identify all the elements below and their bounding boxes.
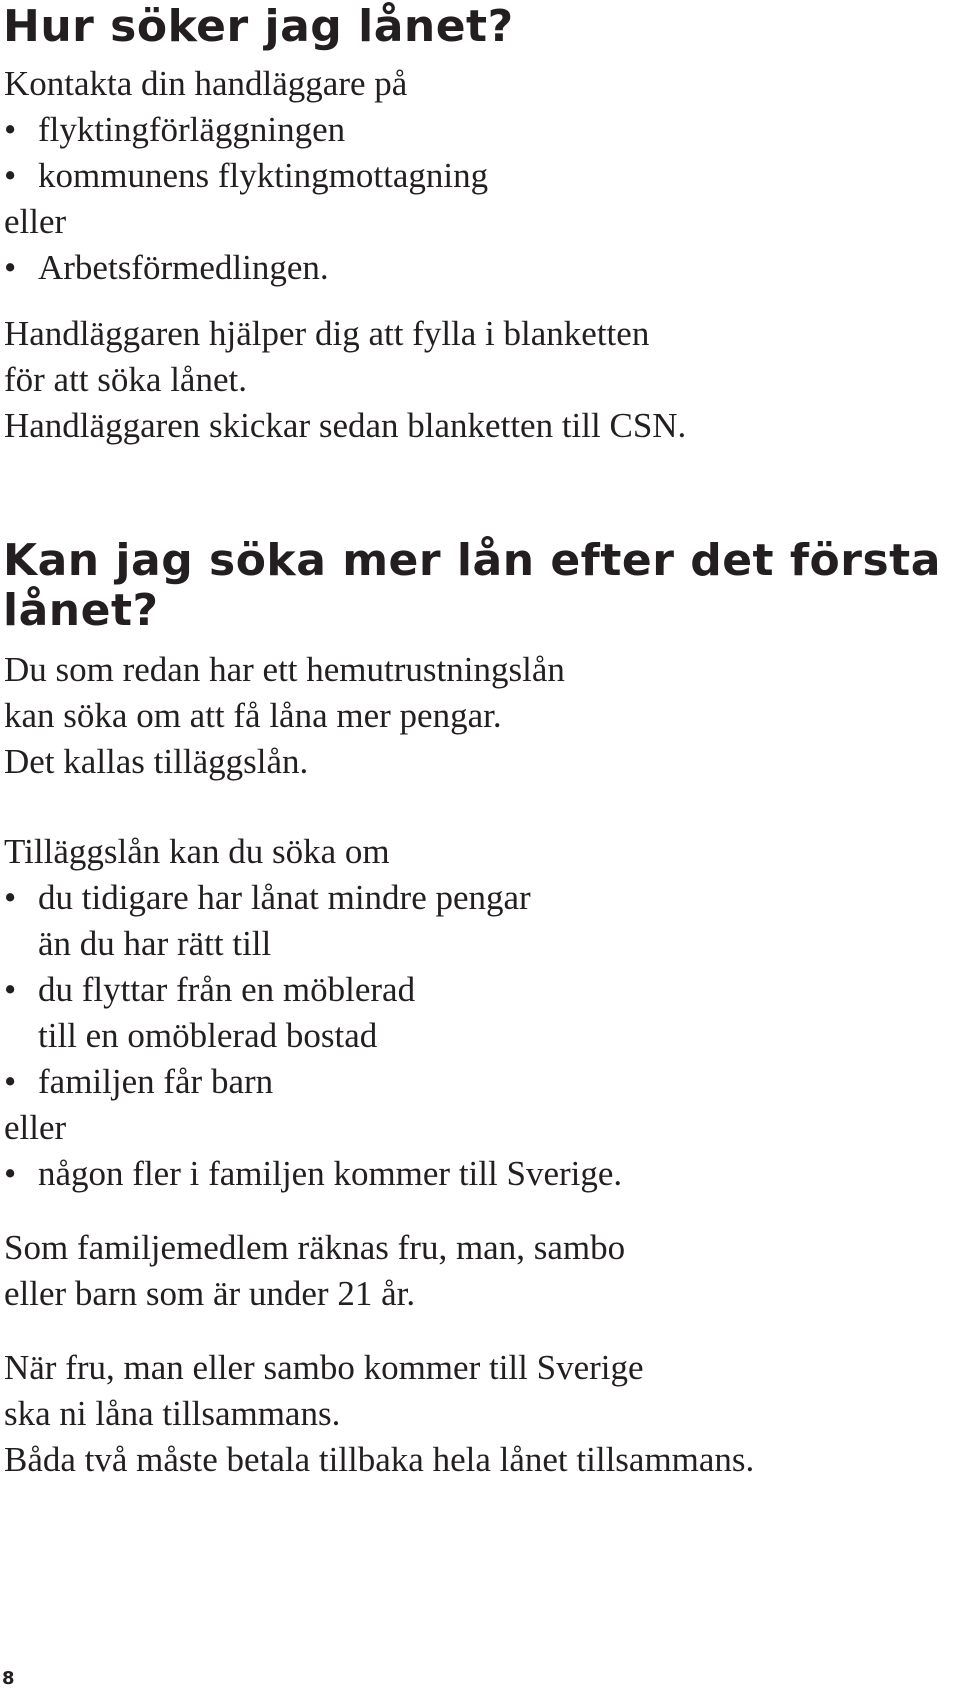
list-item-text: Arbetsförmedlingen. bbox=[38, 248, 329, 287]
list-item bbox=[4, 878, 531, 918]
paragraph-line: ska ni låna tillsammans. bbox=[4, 1394, 341, 1433]
bullet-icon: • bbox=[4, 878, 17, 917]
intro-text: Kontakta din handläggare på bbox=[4, 64, 408, 103]
list-item-text: kommunens flyktingmottagning bbox=[38, 156, 489, 195]
section-heading-more-loan: Kan jag söka mer lån efter det första bbox=[3, 535, 941, 586]
paragraph-line: När fru, man eller sambo kommer till Sverige bbox=[4, 1348, 644, 1387]
list-item-text: du flyttar från en möblerad bbox=[38, 970, 416, 1009]
bullet-icon: • bbox=[4, 1062, 17, 1101]
list-item bbox=[4, 970, 415, 1010]
bullet-icon: • bbox=[4, 110, 17, 149]
bullet-icon: • bbox=[4, 970, 17, 1009]
page-number: 8 bbox=[2, 1668, 15, 1689]
bullet-icon: • bbox=[4, 248, 17, 287]
section-heading-how-to-apply: Hur söker jag lånet? bbox=[3, 1, 514, 52]
paragraph-line: kan söka om att få låna mer pengar. bbox=[4, 696, 502, 735]
or-text: eller bbox=[4, 1108, 67, 1147]
paragraph-line: Du som redan har ett hemutrustningslån bbox=[4, 650, 565, 689]
or-text: eller bbox=[4, 202, 67, 241]
paragraph-line: Handläggaren hjälper dig att fylla i blanketten bbox=[4, 314, 650, 353]
paragraph-line: eller barn som är under 21 år. bbox=[4, 1274, 416, 1313]
paragraph-line: för att söka lånet. bbox=[4, 360, 247, 399]
list-item-text: någon fler i familjen kommer till Sverige. bbox=[38, 1154, 623, 1193]
list-item-continuation: än du har rätt till bbox=[38, 924, 272, 963]
paragraph-line: Som familjemedlem räknas fru, man, sambo bbox=[4, 1228, 626, 1267]
list-item-text: flyktingförläggningen bbox=[38, 110, 346, 149]
bullet-icon: • bbox=[4, 1154, 17, 1193]
list-item bbox=[4, 110, 345, 150]
list-item-text: du tidigare har lånat mindre pengar bbox=[38, 878, 531, 917]
list-intro: Tilläggslån kan du söka om bbox=[4, 832, 390, 871]
section-heading-more-loan-cont: lånet? bbox=[3, 585, 159, 636]
list-item bbox=[4, 1062, 273, 1102]
list-item-continuation: till en omöblerad bostad bbox=[38, 1016, 378, 1055]
paragraph-line: Handläggaren skickar sedan blanketten till CSN. bbox=[4, 406, 687, 445]
bullet-icon: • bbox=[4, 156, 17, 195]
paragraph-line: Det kallas tilläggslån. bbox=[4, 742, 309, 781]
list-item bbox=[4, 156, 488, 196]
list-item-text: familjen får barn bbox=[38, 1062, 274, 1101]
list-item bbox=[4, 1154, 622, 1194]
list-item bbox=[4, 248, 329, 288]
paragraph-line: Båda två måste betala tillbaka hela lånet tillsammans. bbox=[4, 1440, 755, 1479]
